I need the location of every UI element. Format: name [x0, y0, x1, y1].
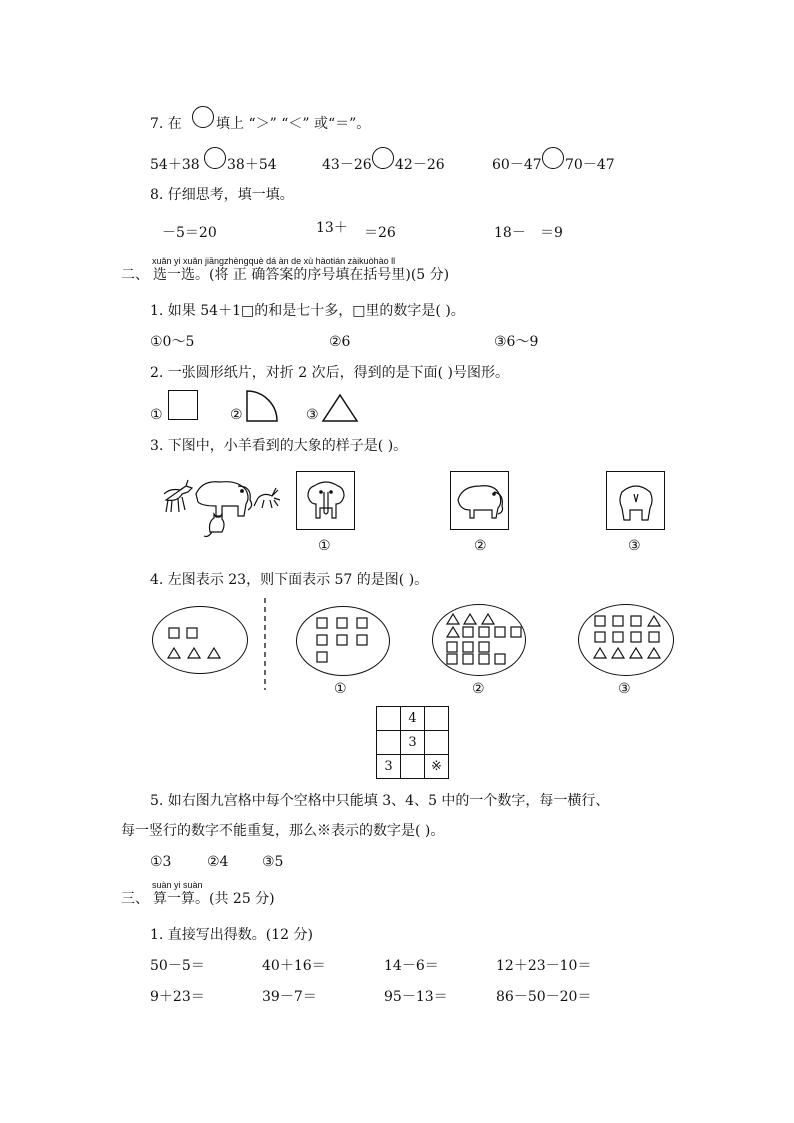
s2-q3-text: 3. 下图中，小羊看到的大象的样子是( )。	[150, 438, 408, 454]
calc-item: 14－6＝	[384, 958, 439, 974]
q7-item-2-left: 43－26	[322, 157, 372, 173]
q8-item-2b: ＝26	[364, 225, 396, 241]
answer-circle[interactable]	[204, 147, 226, 169]
q8-item-3b: ＝9	[540, 225, 563, 241]
grid-cell: 3	[401, 731, 425, 755]
option-2-shapes	[432, 604, 526, 676]
section-3-title: 算一算。(共 25 分)	[153, 891, 275, 907]
q7-item-1-left: 54＋38	[150, 157, 200, 173]
option-1-shapes	[296, 606, 390, 676]
s2-q4-option-2: ②	[472, 681, 485, 697]
q7-item-3-right: 70－47	[565, 157, 615, 173]
grid-cell	[425, 707, 449, 731]
q8-item-3a: 18－	[494, 225, 526, 241]
q8-item-2a: 13＋	[316, 220, 348, 236]
s2-q3-option-2: ②	[474, 538, 487, 554]
q7-item-2-right: 42－26	[395, 157, 445, 173]
s2-q4-option-3: ③	[618, 681, 631, 697]
s2-q3-option-3: ③	[628, 538, 641, 554]
calc-item: 12＋23－10＝	[496, 958, 592, 974]
q8-item-1: －5＝20	[162, 225, 217, 241]
grid-cell: 4	[401, 707, 425, 731]
calc-item: 95－13＝	[384, 989, 448, 1005]
section-2-title: 选一选。(将 正 确答案的序号填在括号里)(5 分)	[153, 267, 450, 283]
grid-cell	[377, 707, 401, 731]
reference-shapes	[152, 606, 248, 674]
q7-item-3-left: 60－47	[492, 157, 542, 173]
s2-q5-option-3: ③5	[262, 854, 284, 870]
calc-item: 86－50－20＝	[496, 989, 592, 1005]
section-2-pinyin: xuǎn yi xuǎn jiāngzhèngquè dá àn de xù hàotián zàikuòhào lǐ	[152, 256, 396, 266]
q8-title: 8. 仔细思考，填一填。	[150, 187, 294, 203]
q7-item-1-right: 38＋54	[227, 157, 277, 173]
s2-q5-option-1: ①3	[150, 854, 172, 870]
s2-q2-option-3: ③	[306, 407, 319, 423]
grid-cell	[401, 755, 425, 779]
grid-cell: 3	[377, 755, 401, 779]
answer-circle[interactable]	[542, 147, 564, 169]
s2-q1-text: 1. 如果 54＋1□的和是七十多，□里的数字是( )。	[150, 303, 465, 319]
s2-q5-line-1: 5. 如右图九宫格中每个空格中只能填 3、4、5 中的一个数字，每一横行、	[150, 793, 610, 809]
square-shape	[168, 390, 198, 420]
s3-q1-title: 1. 直接写出得数。(12 分)	[150, 927, 313, 943]
calc-item: 39－7＝	[262, 989, 317, 1005]
calc-item: 40＋16＝	[262, 958, 326, 974]
calc-item: 9＋23＝	[150, 989, 205, 1005]
elephant-back-icon	[614, 478, 658, 524]
s2-q1-option-2: ②6	[329, 334, 351, 350]
s2-q4-text: 4. 左图表示 23，则下面表示 57 的是图( )。	[150, 572, 429, 588]
grid-cell	[425, 731, 449, 755]
animals-scene-illustration	[158, 472, 282, 542]
quarter-circle-shape	[246, 390, 278, 422]
s2-q2-option-2: ②	[230, 407, 243, 423]
s2-q3-option-1: ①	[318, 538, 331, 554]
s2-q5-line-2: 每一竖行的数字不能重复，那么※表示的数字是( )。	[121, 823, 445, 839]
elephant-front-icon	[304, 478, 348, 524]
s2-q1-option-3: ③6～9	[494, 334, 539, 350]
elephant-side-icon	[454, 480, 506, 524]
calc-item: 50－5＝	[150, 958, 205, 974]
section-2-number: 二、	[121, 267, 149, 283]
s2-q2-option-1: ①	[150, 407, 163, 423]
q7-prefix: 7. 在	[150, 116, 182, 132]
s2-q5-option-2: ②4	[207, 854, 229, 870]
dashed-divider	[264, 598, 266, 690]
s2-q4-option-1: ①	[334, 681, 347, 697]
s2-q1-option-1: ①0～5	[150, 334, 195, 350]
answer-circle[interactable]	[372, 147, 394, 169]
q7-instruction: 填上 “＞” “＜” 或“＝”。	[216, 116, 371, 132]
grid-cell	[377, 731, 401, 755]
grid-cell-target: ※	[425, 755, 449, 779]
answer-circle[interactable]	[192, 106, 214, 128]
nine-square-grid	[376, 706, 449, 779]
section-3-number: 三、	[121, 891, 149, 907]
triangle-shape	[322, 394, 358, 422]
section-3-pinyin: suàn yi suàn	[152, 880, 203, 890]
option-3-shapes	[578, 604, 674, 676]
s2-q2-text: 2. 一张圆形纸片，对折 2 次后，得到的是下面( )号图形。	[150, 365, 509, 381]
